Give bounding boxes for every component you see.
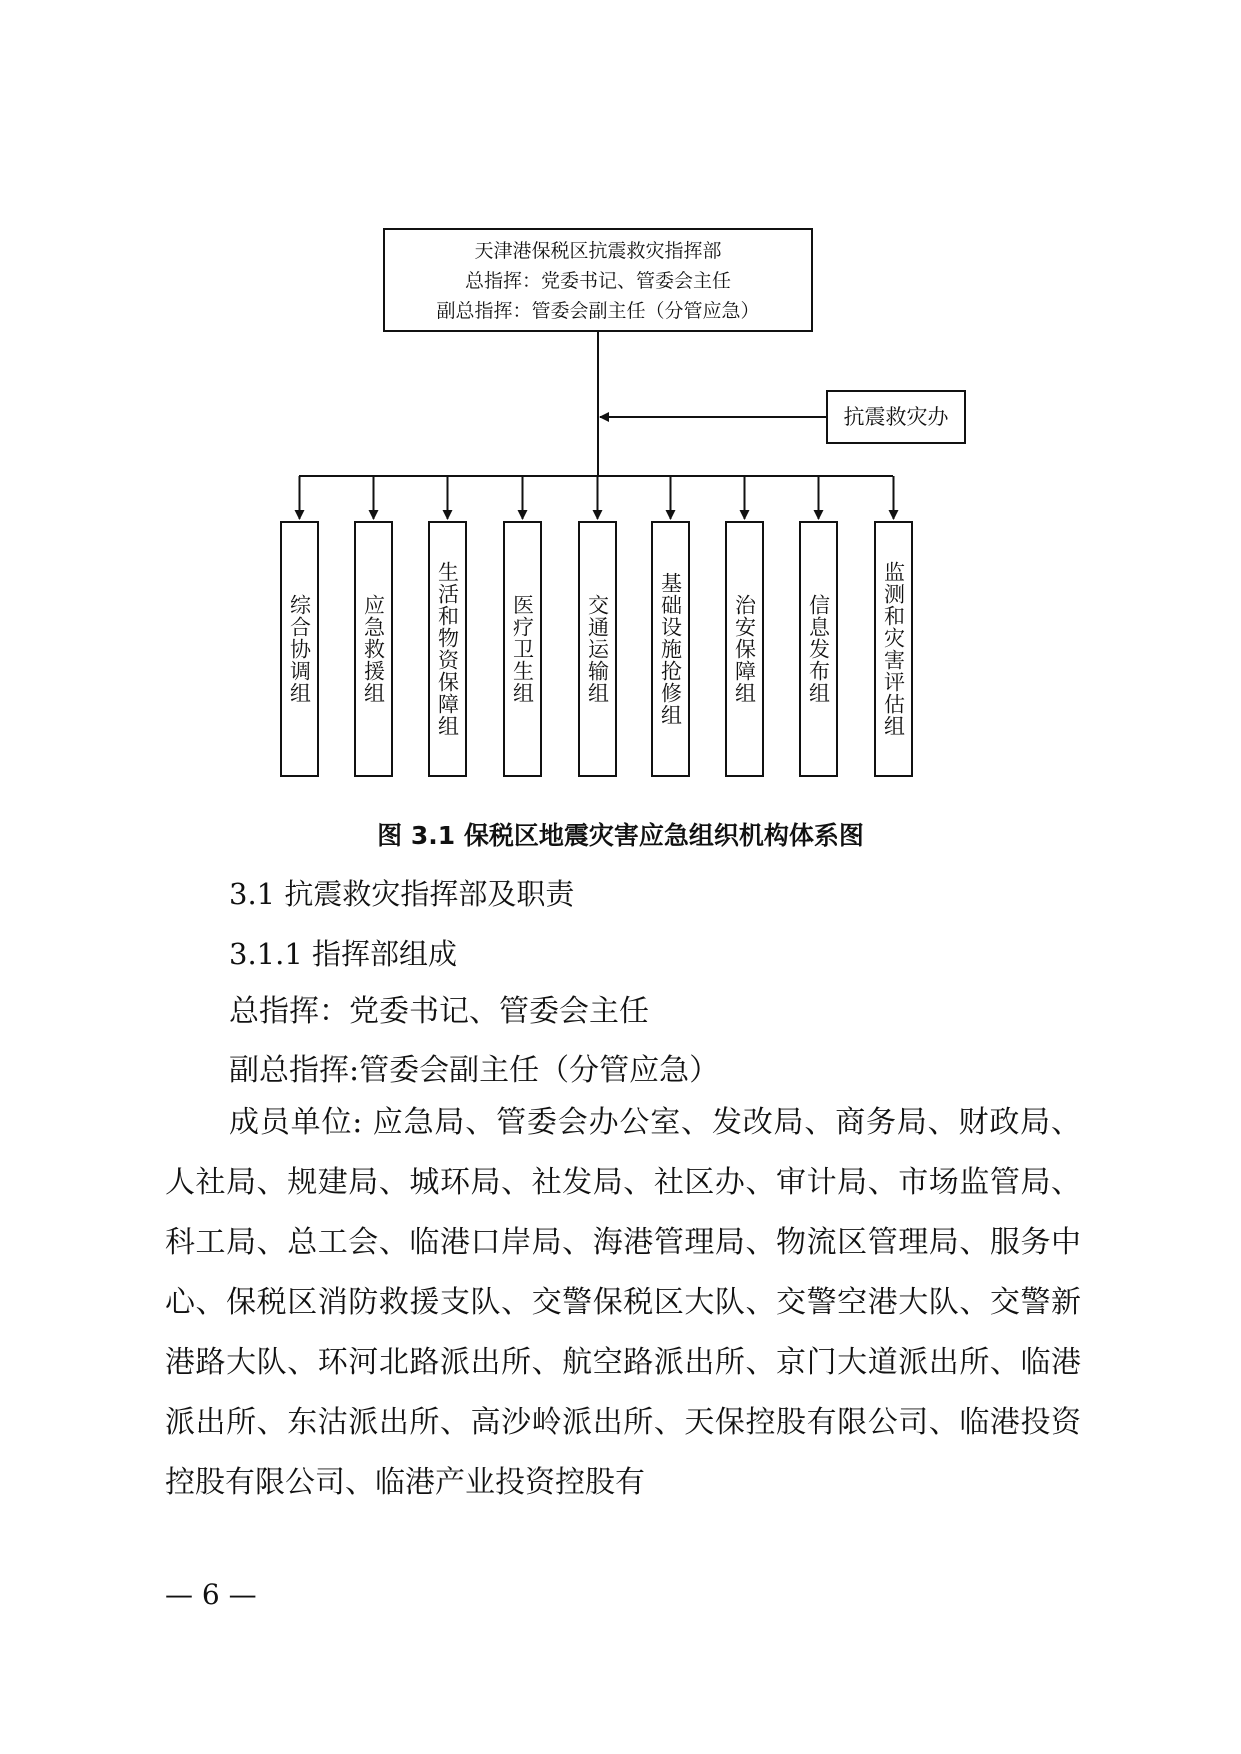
headquarters-box bbox=[383, 228, 813, 332]
hq-title: 天津港保税区抗震救灾指挥部 bbox=[474, 240, 722, 262]
group-label: 监测和灾害评估组 bbox=[881, 561, 906, 737]
group-label: 交通运输组 bbox=[585, 594, 610, 704]
group-label: 医疗卫生组 bbox=[510, 594, 535, 704]
group-box bbox=[578, 521, 617, 777]
members-paragraph: 成员单位: 应急局、管委会办公室、发改局、商务局、财政局、人社局、规建局、城环局、社发局、社区办、审计局、市场监管局、科工局、总工会、临港口岸局、海港管理局、物流区管理局、服务中心、保税区消防救援支队、交警保税区大队、交警空港大队、交警新港路大队、环河北路派出所、航空路派出所、京门大道派出所、临港派出所、东沽派出所、高沙岭派出所、天保控股有限公司、临港投资控股有限公司、临港产业投资控股有 bbox=[165, 1105, 1081, 1500]
group-box bbox=[651, 521, 690, 777]
group-box bbox=[428, 521, 467, 777]
hq-commander: 总指挥：党委书记、管委会主任 bbox=[464, 270, 731, 292]
connector-lines bbox=[0, 0, 1241, 800]
office-box: 抗震救灾办 bbox=[826, 390, 966, 444]
group-box bbox=[874, 521, 913, 777]
page-number: — 6 — bbox=[165, 1578, 257, 1611]
group-label: 综合协调组 bbox=[287, 594, 312, 704]
hq-deputy: 副总指挥：管委会副主任（分管应急） bbox=[436, 300, 760, 322]
group-drop-arrows bbox=[300, 476, 894, 519]
group-label: 基础设施抢修组 bbox=[658, 572, 683, 726]
figure-caption: 图 3.1 保税区地震灾害应急组织机构体系图 bbox=[377, 821, 864, 850]
section-heading: 3.1 抗震救灾指挥部及职责 bbox=[229, 877, 575, 911]
group-box bbox=[280, 521, 319, 777]
group-label: 应急救援组 bbox=[361, 594, 386, 704]
group-box bbox=[799, 521, 838, 777]
group-label: 信息发布组 bbox=[806, 594, 831, 704]
deputy-line: 副总指挥:管委会副主任（分管应急） bbox=[229, 1053, 720, 1088]
group-label: 治安保障组 bbox=[732, 594, 757, 704]
section-subheading: 3.1.1 指挥部组成 bbox=[229, 937, 458, 971]
group-box bbox=[503, 521, 542, 777]
commander-line: 总指挥：党委书记、管委会主任 bbox=[229, 994, 649, 1029]
org-chart bbox=[0, 0, 1241, 800]
group-box bbox=[725, 521, 764, 777]
group-label: 生活和物资保障组 bbox=[435, 561, 460, 737]
group-box bbox=[354, 521, 393, 777]
